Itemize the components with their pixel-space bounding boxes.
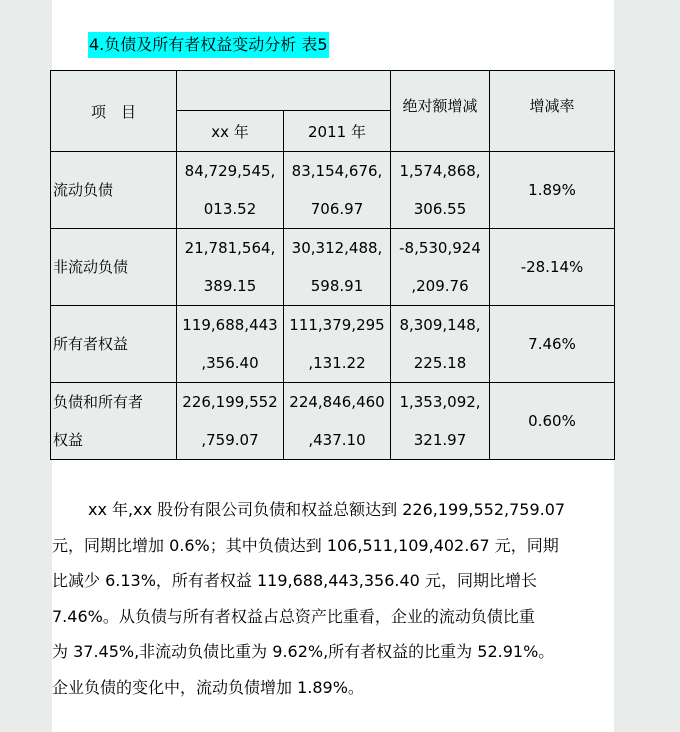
row-abs-change-line: 8,309,148,: [399, 316, 481, 334]
row-prev: [284, 152, 391, 229]
row-item-line: 流动负债: [53, 181, 114, 199]
header-abs-change: 绝对额增减: [391, 71, 490, 152]
row-current-line: ,356.40: [201, 354, 259, 372]
row-prev-line: 598.91: [310, 277, 364, 295]
row-current-line: ,759.07: [201, 431, 259, 449]
row-abs-change-line: 1,353,092,: [399, 393, 481, 411]
header-year-current: xx 年: [177, 111, 284, 152]
row-prev-line: 706.97: [310, 200, 364, 218]
row-current-line: 119,688,443: [182, 316, 278, 334]
header-rate: 增减率: [490, 71, 615, 152]
paragraph-line: 7.46%。从负债与所有者权益占总资产比重看，企业的流动负债比重: [52, 606, 535, 626]
header-year-prev: 2011 年: [284, 111, 391, 152]
header-item: 项 目: [51, 71, 177, 152]
row-abs-change-line: ,209.76: [411, 277, 469, 295]
row-abs-change-line: 306.55: [413, 200, 467, 218]
row-abs-change: [391, 152, 490, 229]
header-years-group: [177, 71, 391, 111]
row-prev-line: 30,312,488,: [291, 239, 383, 257]
row-item-line: 权益: [53, 431, 84, 449]
paragraph-line: 企业负债的变化中，流动负债增加 1.89%。: [52, 677, 364, 697]
row-item-line: 非流动负债: [53, 258, 129, 276]
row-rate: 7.46%: [490, 306, 615, 383]
row-current-line: 013.52: [203, 200, 257, 218]
row-abs-change-line: 321.97: [413, 431, 467, 449]
row-abs-change-line: 225.18: [413, 354, 467, 372]
row-current: [177, 383, 284, 460]
row-prev-line: ,131.22: [308, 354, 366, 372]
row-rate: 1.89%: [490, 152, 615, 229]
row-prev: [284, 306, 391, 383]
row-abs-change: [391, 306, 490, 383]
row-prev-line: 224,846,460: [289, 393, 385, 411]
row-current-line: 84,729,545,: [184, 162, 276, 180]
liabilities-equity-table: [50, 70, 615, 460]
analysis-paragraph: [52, 492, 614, 705]
row-current: [177, 306, 284, 383]
row-abs-change: [391, 383, 490, 460]
section-heading: 4.负债及所有者权益变动分析 表5: [88, 32, 329, 58]
row-prev: [284, 229, 391, 306]
row-rate: -28.14%: [490, 229, 615, 306]
row-current: [177, 229, 284, 306]
row-current-line: 389.15: [203, 277, 257, 295]
row-prev-line: 83,154,676,: [291, 162, 383, 180]
row-abs-change-line: 1,574,868,: [399, 162, 481, 180]
row-item: [51, 383, 177, 460]
row-item-line: 所有者权益: [53, 335, 129, 353]
row-rate: 0.60%: [490, 383, 615, 460]
row-current-line: 226,199,552: [182, 393, 278, 411]
paragraph-line: xx 年,xx 股份有限公司负债和权益总额达到 226,199,552,759.07: [88, 500, 566, 519]
row-prev: [284, 383, 391, 460]
row-abs-change: [391, 229, 490, 306]
table-row: [51, 383, 615, 460]
table-row: [51, 152, 615, 229]
row-item: [51, 152, 177, 229]
table-row: [51, 229, 615, 306]
row-item-line: 负债和所有者: [53, 393, 144, 411]
paragraph-line: 比减少 6.13%，所有者权益 119,688,443,356.40 元，同期比增长: [52, 571, 537, 590]
paragraph-line: 为 37.45%,非流动负债比重为 9.62%,所有者权益的比重为 52.91%。: [52, 642, 555, 661]
paragraph-line: 元，同期比增加 0.6%；其中负债达到 106,511,109,402.67 元，同期: [52, 535, 559, 555]
row-current: [177, 152, 284, 229]
row-item: [51, 306, 177, 383]
row-item: [51, 229, 177, 306]
row-abs-change-line: -8,530,924: [399, 239, 481, 257]
row-prev-line: 111,379,295: [289, 316, 385, 334]
table-row: [51, 306, 615, 383]
row-current-line: 21,781,564,: [184, 239, 276, 257]
row-prev-line: ,437.10: [308, 431, 366, 449]
